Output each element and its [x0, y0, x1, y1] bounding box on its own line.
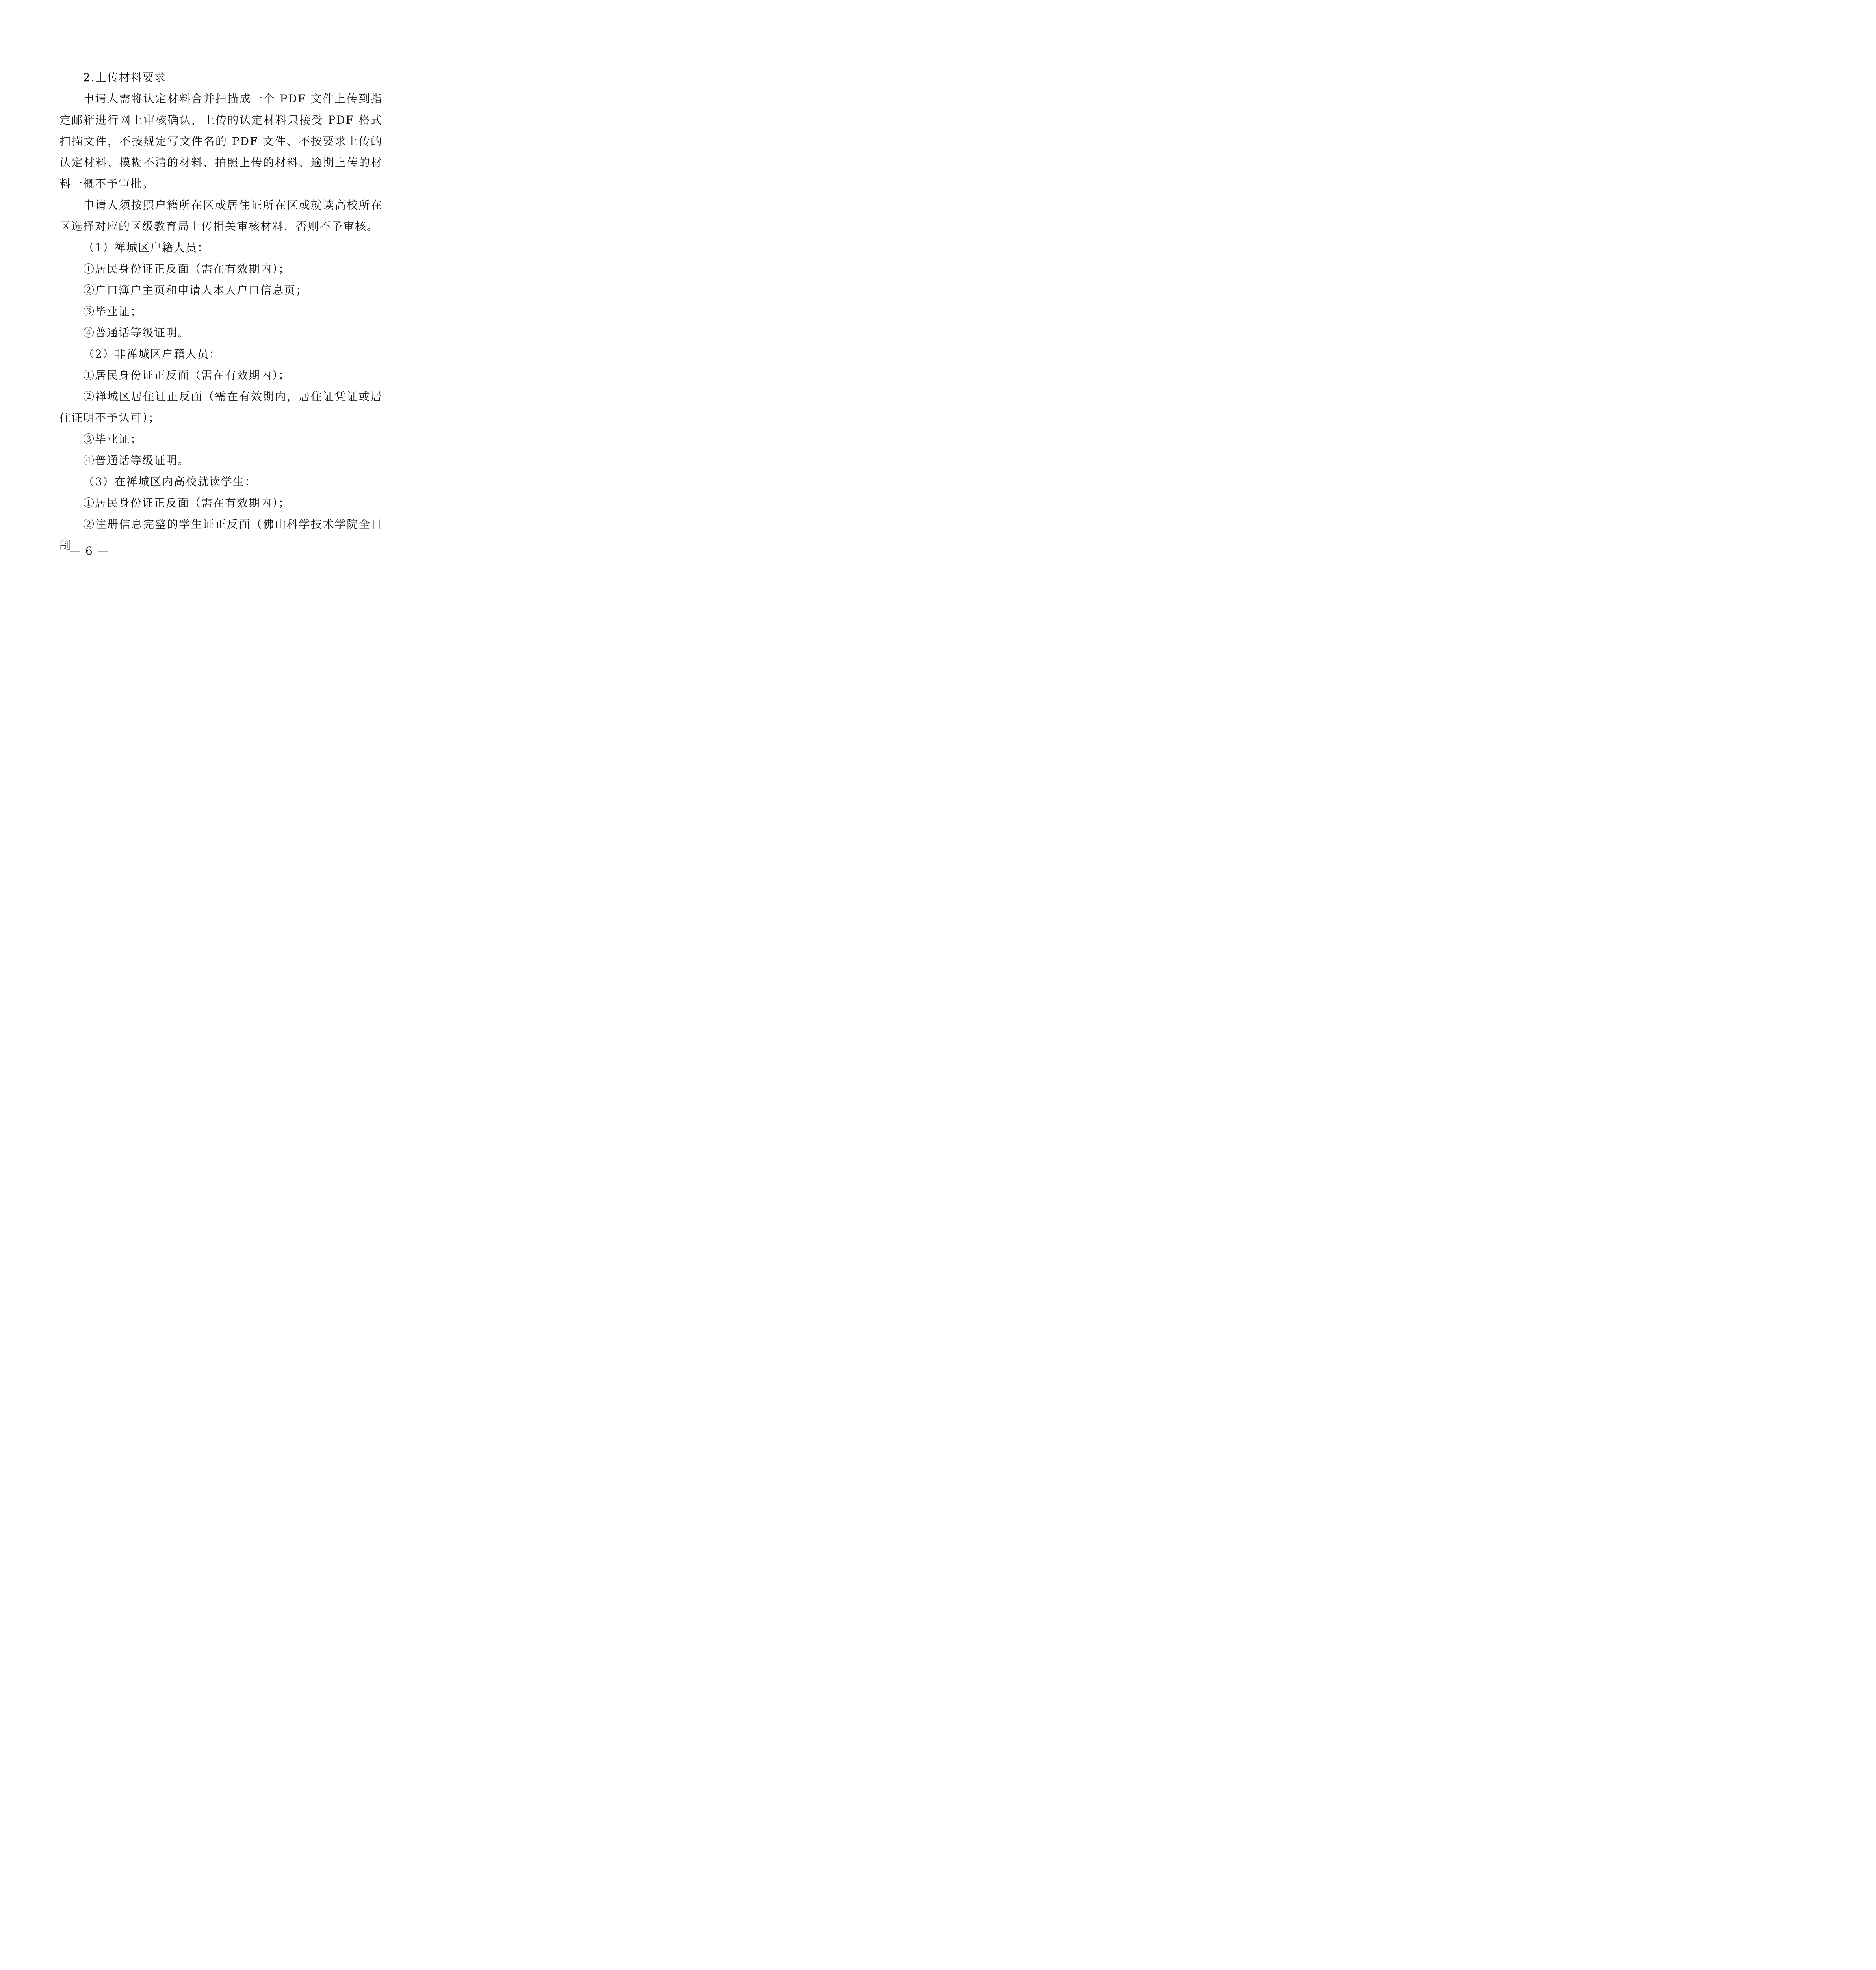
document-body	[59, 67, 383, 556]
list-item: ②注册信息完整的学生证正反面（佛山科学技术学院全日制	[59, 518, 383, 552]
page-number: — 6 —	[69, 545, 110, 558]
list-item: ②禅城区居住证正反面（需在有效期内，居住证凭证或居住证明不予认可）；	[59, 390, 383, 424]
section-heading: 2.上传材料要求	[83, 71, 166, 84]
paragraph-upload-requirements: 申请人需将认定材料合并扫描成一个 PDF 文件上传到指定邮箱进行网上审核确认，上传的认定材料只接受 PDF 格式扫描文件，不按规定写文件名的 PDF 文件、不按要求上传的认定材料、模糊不清的材料、拍照上传的材料、逾期上传的材料一概不予审批。	[59, 92, 383, 190]
list-item: ①居民身份证正反面（需在有效期内）；	[83, 369, 291, 382]
list-item: ①居民身份证正反面（需在有效期内）；	[83, 496, 291, 509]
list-item: ②户口簿户主页和申请人本人户口信息页；	[83, 284, 308, 297]
subheading-students: （3）在禅城区内高校就读学生：	[83, 475, 256, 488]
document-page	[0, 0, 433, 613]
list-item: ①居民身份证正反面（需在有效期内）；	[83, 262, 291, 275]
paragraph-district-selection: 申请人须按照户籍所在区或居住证所在区或就读高校所在区选择对应的区级教育局上传相关审核材料，否则不予审核。	[59, 199, 383, 233]
list-item: ③毕业证；	[83, 433, 143, 446]
subheading-chancheng-residents: （1）禅城区户籍人员：	[83, 241, 209, 254]
list-item: ③毕业证；	[83, 305, 143, 318]
list-item: ④普通话等级证明。	[83, 326, 190, 339]
subheading-non-chancheng-residents: （2）非禅城区户籍人员：	[83, 348, 221, 361]
list-item: ④普通话等级证明。	[83, 454, 190, 467]
